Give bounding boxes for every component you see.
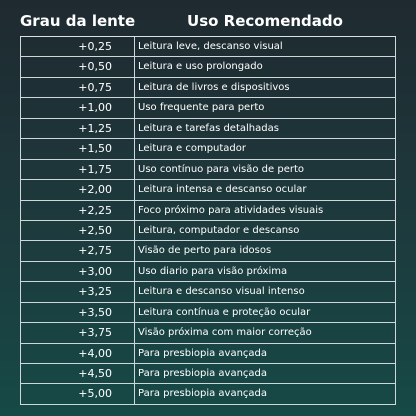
recommended-use-cell: Leitura e tarefas detalhadas <box>138 122 279 134</box>
table-row <box>21 180 395 200</box>
lens-power-cell: +2,50 <box>21 221 135 240</box>
lens-power-cell: +1,25 <box>21 119 135 138</box>
table-row <box>21 221 395 241</box>
header-recommended-use: Uso Recomendado <box>187 12 343 30</box>
header-lens-power: Grau da lente <box>20 12 136 30</box>
table-row <box>21 364 395 384</box>
recommended-use-cell: Leitura e computador <box>138 143 247 155</box>
recommended-use-cell: Para presbiopia avançada <box>138 347 268 359</box>
table-row <box>21 160 395 180</box>
lens-power-cell: +5,00 <box>21 384 135 403</box>
recommended-use-cell: Uso contínuo para visão de perto <box>138 163 305 175</box>
table-row <box>21 139 395 159</box>
recommended-use-cell: Visão de perto para idosos <box>138 245 272 257</box>
recommended-use-cell: Para presbiopia avançada <box>138 388 268 400</box>
lens-power-cell: +3,75 <box>21 323 135 342</box>
table-row <box>21 303 395 323</box>
lens-power-cell: +0,75 <box>21 78 135 97</box>
lens-power-cell: +1,00 <box>21 98 135 117</box>
table-header <box>20 6 396 37</box>
lens-power-cell: +2,75 <box>21 241 135 260</box>
lens-power-cell: +3,25 <box>21 282 135 301</box>
lens-power-cell: +0,25 <box>21 37 135 56</box>
table-row <box>21 241 395 261</box>
lens-power-cell: +0,50 <box>21 57 135 76</box>
lens-power-cell: +3,00 <box>21 262 135 281</box>
table-body <box>20 37 396 405</box>
recommended-use-cell: Leitura e uso prolongado <box>138 61 263 73</box>
table-row <box>21 98 395 118</box>
recommended-use-cell: Leitura e descanso visual intenso <box>138 286 305 298</box>
table-row <box>21 37 395 57</box>
table-row <box>21 119 395 139</box>
lens-power-cell: +1,75 <box>21 160 135 179</box>
recommended-use-cell: Visão próxima com maior correção <box>138 327 312 339</box>
lens-power-cell: +1,50 <box>21 139 135 158</box>
recommended-use-cell: Uso diario para visão próxima <box>138 265 288 277</box>
recommended-use-cell: Leitura intensa e descanso ocular <box>138 184 307 196</box>
recommended-use-cell: Leitura, computador e descanso <box>138 224 300 236</box>
recommended-use-cell: Para presbiopia avançada <box>138 368 268 379</box>
recommended-use-cell: Uso frequente para perto <box>138 102 265 114</box>
lens-power-cell: +2,00 <box>21 180 135 199</box>
table-row <box>21 57 395 77</box>
recommended-use-cell: Leitura contínua e proteção ocular <box>138 306 311 318</box>
recommended-use-cell: Leitura de livros e dispositivos <box>138 81 290 93</box>
table-row <box>21 344 395 364</box>
table-row <box>21 262 395 282</box>
lens-power-cell: +2,25 <box>21 201 135 220</box>
recommended-use-cell: Leitura leve, descanso visual <box>138 41 283 52</box>
table-row <box>21 78 395 98</box>
lens-power-cell: +4,50 <box>21 364 135 383</box>
recommended-use-cell: Foco próximo para atividades visuais <box>138 204 324 216</box>
table-row <box>21 201 395 221</box>
lens-power-cell: +4,00 <box>21 344 135 363</box>
table-row <box>21 282 395 302</box>
table-row <box>21 384 395 404</box>
lens-power-cell: +3,50 <box>21 303 135 322</box>
table-row <box>21 323 395 343</box>
lens-power-table <box>20 6 396 405</box>
